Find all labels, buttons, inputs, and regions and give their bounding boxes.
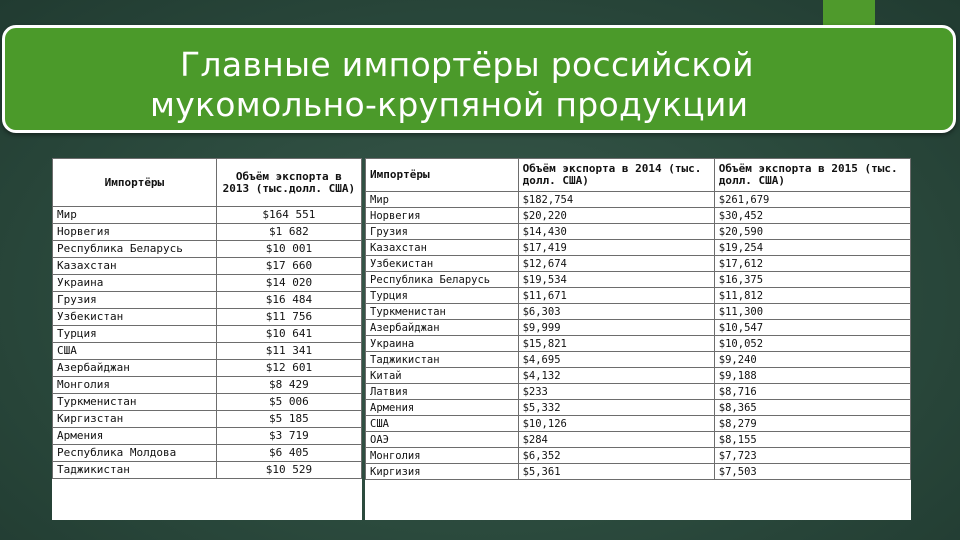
table-row xyxy=(53,207,362,224)
table-row xyxy=(366,400,911,416)
export-2013-cell: $10 529 xyxy=(216,462,361,479)
slide-title xyxy=(150,45,754,125)
table-row xyxy=(366,240,911,256)
export-2015-cell: $7,723 xyxy=(714,448,910,464)
importer-cell: Турция xyxy=(53,326,217,343)
importer-cell: Латвия xyxy=(366,384,519,400)
importer-cell: Азербайджан xyxy=(53,360,217,377)
export-2015-cell: $9,188 xyxy=(714,368,910,384)
importer-cell: Республика Беларусь xyxy=(366,272,519,288)
table-row xyxy=(53,445,362,462)
export-2014-cell: $233 xyxy=(518,384,714,400)
table-row xyxy=(53,462,362,479)
export-2014-cell: $19,534 xyxy=(518,272,714,288)
importer-cell: Армения xyxy=(53,428,217,445)
table-row xyxy=(53,428,362,445)
table-header-row xyxy=(366,159,911,192)
importer-cell: Азербайджан xyxy=(366,320,519,336)
header-importers: Импортёры xyxy=(366,159,519,192)
export-2015-cell: $10,052 xyxy=(714,336,910,352)
header-export-2015: Объём экспорта в 2015 (тыс. долл. США) xyxy=(714,159,910,192)
export-2015-cell: $30,452 xyxy=(714,208,910,224)
importer-cell: США xyxy=(366,416,519,432)
importer-cell: Туркменистан xyxy=(366,304,519,320)
export-2014-cell: $17,419 xyxy=(518,240,714,256)
importer-cell: ОАЭ xyxy=(366,432,519,448)
export-2013-cell: $3 719 xyxy=(216,428,361,445)
header-importers: Импортёры xyxy=(53,159,217,207)
table-row xyxy=(366,320,911,336)
importer-cell: Украина xyxy=(53,275,217,292)
importer-cell: Грузия xyxy=(53,292,217,309)
table-row xyxy=(53,411,362,428)
importer-cell: Республика Молдова xyxy=(53,445,217,462)
importer-cell: Таджикистан xyxy=(53,462,217,479)
table-row xyxy=(53,377,362,394)
table-row xyxy=(366,208,911,224)
export-2013-cell: $11 341 xyxy=(216,343,361,360)
importer-cell: Мир xyxy=(53,207,217,224)
export-2014-cell: $6,352 xyxy=(518,448,714,464)
export-2013-cell: $17 660 xyxy=(216,258,361,275)
table-2014-2015-body xyxy=(366,192,911,480)
table-row xyxy=(53,343,362,360)
export-2014-cell: $182,754 xyxy=(518,192,714,208)
export-2013-cell: $10 641 xyxy=(216,326,361,343)
table-row xyxy=(366,464,911,480)
export-2014-cell: $10,126 xyxy=(518,416,714,432)
table-row xyxy=(53,224,362,241)
export-2015-cell: $8,365 xyxy=(714,400,910,416)
export-2013-cell: $16 484 xyxy=(216,292,361,309)
importer-cell: Турция xyxy=(366,288,519,304)
export-2014-cell: $5,332 xyxy=(518,400,714,416)
table-row xyxy=(366,224,911,240)
importer-cell: Монголия xyxy=(53,377,217,394)
table-row xyxy=(366,416,911,432)
export-2015-cell: $19,254 xyxy=(714,240,910,256)
export-2015-cell: $10,547 xyxy=(714,320,910,336)
importer-cell: Узбекистан xyxy=(366,256,519,272)
export-2015-cell: $8,716 xyxy=(714,384,910,400)
export-2015-cell: $8,279 xyxy=(714,416,910,432)
title-line-2: мукомольно-крупяной продукции xyxy=(150,85,749,124)
export-2015-cell: $11,812 xyxy=(714,288,910,304)
importer-cell: Армения xyxy=(366,400,519,416)
export-2014-cell: $14,430 xyxy=(518,224,714,240)
table-2013 xyxy=(52,158,362,479)
table-row xyxy=(366,192,911,208)
table-row xyxy=(53,326,362,343)
importer-cell: Узбекистан xyxy=(53,309,217,326)
table-row xyxy=(53,309,362,326)
export-2013-cell: $5 006 xyxy=(216,394,361,411)
importer-cell: Норвегия xyxy=(366,208,519,224)
table-row xyxy=(366,304,911,320)
export-2015-cell: $7,503 xyxy=(714,464,910,480)
table-2013-panel xyxy=(52,158,362,520)
export-2015-cell: $17,612 xyxy=(714,256,910,272)
table-row xyxy=(53,258,362,275)
export-2013-cell: $11 756 xyxy=(216,309,361,326)
export-2014-cell: $12,674 xyxy=(518,256,714,272)
table-2013-body xyxy=(53,207,362,479)
export-2013-cell: $8 429 xyxy=(216,377,361,394)
importer-cell: Китай xyxy=(366,368,519,384)
importer-cell: Мир xyxy=(366,192,519,208)
importer-cell: Туркменистан xyxy=(53,394,217,411)
export-2014-cell: $4,132 xyxy=(518,368,714,384)
table-2014-2015-panel xyxy=(365,158,911,520)
table-row xyxy=(366,448,911,464)
export-2014-cell: $15,821 xyxy=(518,336,714,352)
importer-cell: Казахстан xyxy=(366,240,519,256)
table-row xyxy=(366,352,911,368)
export-2014-cell: $11,671 xyxy=(518,288,714,304)
importer-cell: Монголия xyxy=(366,448,519,464)
table-row xyxy=(366,256,911,272)
export-2014-cell: $5,361 xyxy=(518,464,714,480)
title-banner xyxy=(2,25,956,133)
table-row xyxy=(366,432,911,448)
table-row xyxy=(53,360,362,377)
header-export-2013: Объём экспорта в 2013 (тыс.долл. США) xyxy=(216,159,361,207)
export-2014-cell: $284 xyxy=(518,432,714,448)
table-row xyxy=(366,368,911,384)
importer-cell: Грузия xyxy=(366,224,519,240)
table-row xyxy=(366,384,911,400)
export-2013-cell: $14 020 xyxy=(216,275,361,292)
export-2015-cell: $8,155 xyxy=(714,432,910,448)
export-2015-cell: $261,679 xyxy=(714,192,910,208)
importer-cell: Таджикистан xyxy=(366,352,519,368)
table-row xyxy=(53,241,362,258)
importer-cell: Украина xyxy=(366,336,519,352)
importer-cell: Киргизия xyxy=(366,464,519,480)
export-2013-cell: $10 001 xyxy=(216,241,361,258)
export-2013-cell: $164 551 xyxy=(216,207,361,224)
importer-cell: Норвегия xyxy=(53,224,217,241)
table-2014-2015 xyxy=(365,158,911,480)
table-header-row xyxy=(53,159,362,207)
table-row xyxy=(366,336,911,352)
importer-cell: США xyxy=(53,343,217,360)
title-line-1: Главные импортёры российской xyxy=(180,45,754,84)
table-row xyxy=(366,288,911,304)
table-row xyxy=(53,292,362,309)
table-row xyxy=(53,394,362,411)
export-2013-cell: $12 601 xyxy=(216,360,361,377)
importer-cell: Республика Беларусь xyxy=(53,241,217,258)
export-2013-cell: $1 682 xyxy=(216,224,361,241)
export-2015-cell: $20,590 xyxy=(714,224,910,240)
export-2013-cell: $6 405 xyxy=(216,445,361,462)
export-2015-cell: $16,375 xyxy=(714,272,910,288)
importer-cell: Казахстан xyxy=(53,258,217,275)
accent-bar xyxy=(823,0,875,27)
table-row xyxy=(366,272,911,288)
export-2013-cell: $5 185 xyxy=(216,411,361,428)
export-2014-cell: $6,303 xyxy=(518,304,714,320)
export-2014-cell: $20,220 xyxy=(518,208,714,224)
export-2015-cell: $9,240 xyxy=(714,352,910,368)
export-2015-cell: $11,300 xyxy=(714,304,910,320)
header-export-2014: Объём экспорта в 2014 (тыс. долл. США) xyxy=(518,159,714,192)
export-2014-cell: $4,695 xyxy=(518,352,714,368)
table-row xyxy=(53,275,362,292)
importer-cell: Киргизстан xyxy=(53,411,217,428)
export-2014-cell: $9,999 xyxy=(518,320,714,336)
